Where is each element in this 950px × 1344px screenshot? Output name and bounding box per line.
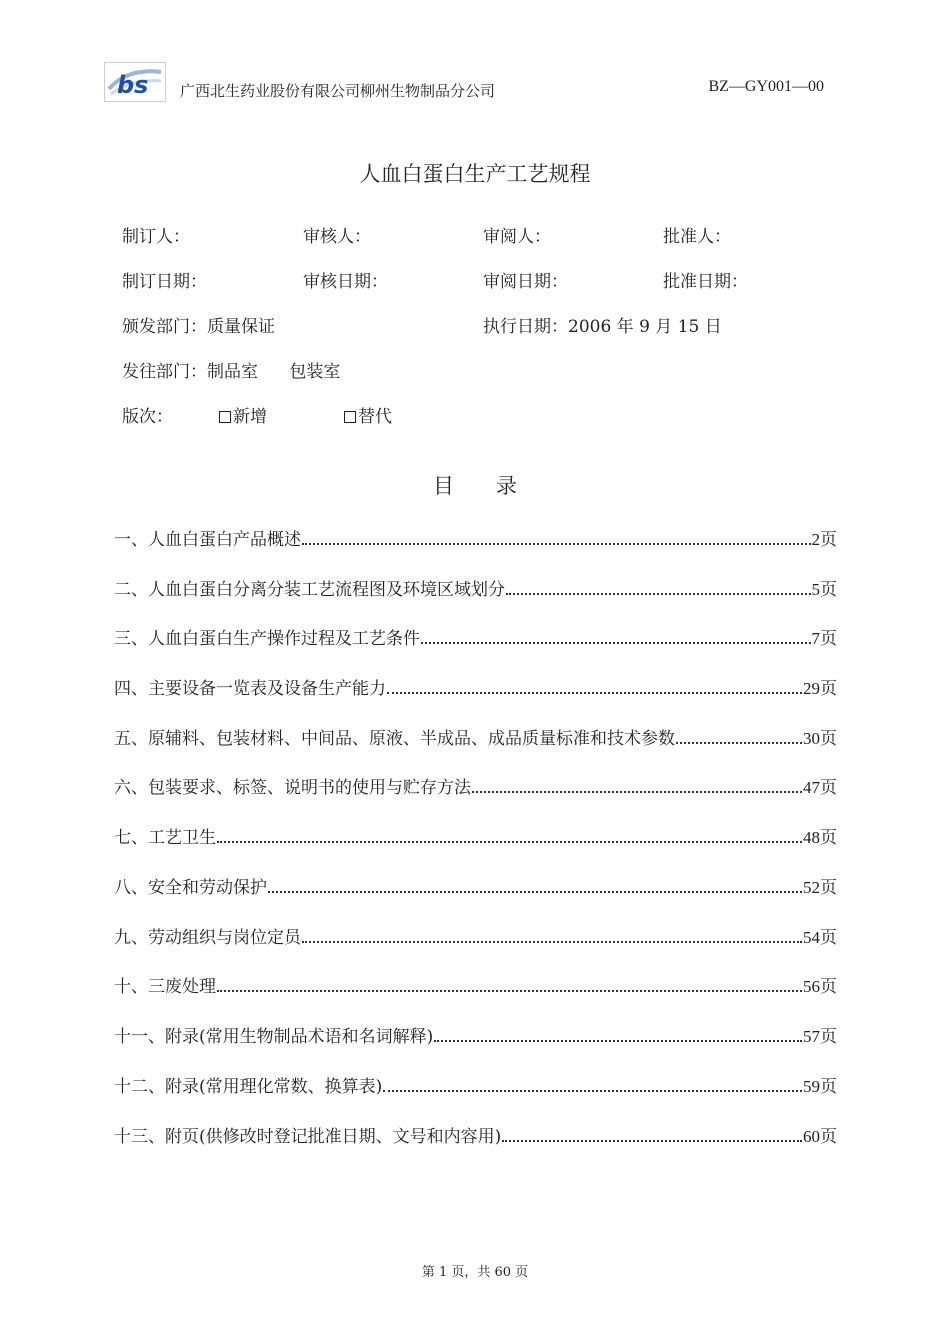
reviewer-label: 审核人： bbox=[303, 227, 371, 247]
toc-item-page: 52页 bbox=[803, 878, 837, 897]
page-footer: 第 1 页，共 60 页 bbox=[421, 1265, 529, 1280]
toc-item-page: 56页 bbox=[803, 977, 837, 996]
toc-item[interactable] bbox=[114, 623, 837, 649]
toc-item[interactable] bbox=[114, 772, 837, 798]
toc-item-label: 一、人血白蛋白产品概述 bbox=[114, 530, 301, 550]
toc-item-page: 59页 bbox=[803, 1077, 837, 1096]
destination-row bbox=[122, 357, 340, 382]
document-code: BZ—GY001—00 bbox=[708, 78, 824, 95]
toc-leader-dots bbox=[302, 543, 811, 545]
toc-item-label: 二、人血白蛋白分离分装工艺流程图及环境区域划分 bbox=[114, 580, 505, 600]
approver-label: 批准人： bbox=[663, 227, 731, 247]
toc-item-page: 48页 bbox=[803, 828, 837, 847]
logo-mark bbox=[105, 63, 165, 101]
toc-item-label: 三、人血白蛋白生产操作过程及工艺条件 bbox=[114, 629, 420, 649]
toc-item-page: 7页 bbox=[811, 629, 837, 648]
toc-item-page: 2页 bbox=[811, 530, 837, 549]
edition-new-option[interactable] bbox=[219, 402, 267, 427]
toc-item-page: 29页 bbox=[803, 679, 837, 698]
edition-replace-option[interactable] bbox=[344, 402, 392, 427]
toc-item-page: 47页 bbox=[803, 778, 837, 797]
destination-value-2: 包装室 bbox=[289, 362, 341, 382]
toc-item-label: 十三、附页(供修改时登记批准日期、文号和内容用) bbox=[114, 1127, 502, 1147]
toc-item[interactable] bbox=[114, 971, 837, 997]
company-logo bbox=[104, 62, 166, 102]
toc-item-label: 五、原辅料、包装材料、中间品、原液、半成品、成品质量标准和技术参数 bbox=[114, 729, 675, 749]
toc-leader-dots bbox=[268, 891, 802, 893]
toc-item-page: 57页 bbox=[803, 1027, 837, 1046]
toc-item-page: 30页 bbox=[803, 729, 837, 748]
destination-label: 发往部门： bbox=[122, 362, 207, 382]
toc-leader-dots bbox=[387, 692, 802, 694]
toc-item[interactable] bbox=[114, 1021, 837, 1047]
edition-new-label: 新增 bbox=[233, 407, 267, 427]
exec-date-row bbox=[483, 312, 722, 337]
toc-item[interactable] bbox=[114, 1121, 837, 1147]
toc-leader-dots bbox=[302, 941, 802, 943]
toc-item[interactable] bbox=[114, 574, 837, 600]
toc-leader-dots bbox=[421, 642, 811, 644]
toc-item-page: 54页 bbox=[803, 928, 837, 947]
issuer-label: 颁发部门： bbox=[122, 317, 207, 337]
toc-leader-dots bbox=[506, 593, 811, 595]
toc-item[interactable] bbox=[114, 524, 837, 550]
review-date-label: 审核日期： bbox=[303, 272, 388, 292]
toc-leader-dots bbox=[472, 791, 802, 793]
toc-item[interactable] bbox=[114, 1071, 837, 1097]
exec-date-value: 2006 年 9 月 15 日 bbox=[568, 317, 722, 337]
toc-item-label: 八、安全和劳动保护 bbox=[114, 878, 267, 898]
toc-item[interactable] bbox=[114, 922, 837, 948]
toc-item-label: 六、包装要求、标签、说明书的使用与贮存方法 bbox=[114, 778, 471, 798]
toc-item[interactable] bbox=[114, 673, 837, 699]
draft-date-label: 制订日期： bbox=[122, 272, 207, 292]
toc-leader-dots bbox=[383, 1090, 802, 1092]
toc-item-label: 十一、附录(常用生物制品术语和名词解释) bbox=[114, 1027, 434, 1047]
exec-date-label: 执行日期： bbox=[483, 317, 568, 337]
drafter-label: 制订人： bbox=[122, 227, 190, 247]
toc-leader-dots bbox=[434, 1040, 802, 1042]
approve-date-label: 批准日期： bbox=[663, 272, 748, 292]
toc-item-label: 十、三废处理 bbox=[114, 977, 216, 997]
company-name: 广西北生药业股份有限公司柳州生物制品分公司 bbox=[180, 82, 496, 100]
toc-item-page: 60页 bbox=[803, 1127, 837, 1146]
toc-leader-dots bbox=[217, 841, 802, 843]
toc-item[interactable] bbox=[114, 872, 837, 898]
checker-label: 审阅人： bbox=[483, 227, 551, 247]
check-date-label: 审阅日期： bbox=[483, 272, 568, 292]
toc-item-label: 九、劳动组织与岗位定员 bbox=[114, 928, 301, 948]
document-title: 人血白蛋白生产工艺规程 bbox=[359, 162, 591, 186]
toc-item-label: 七、工艺卫生 bbox=[114, 828, 216, 848]
checkbox-replace[interactable] bbox=[344, 411, 356, 423]
toc-item[interactable] bbox=[114, 723, 837, 749]
toc-leader-dots bbox=[502, 1140, 802, 1142]
toc-item-page: 5页 bbox=[811, 580, 837, 599]
toc-item-label: 四、主要设备一览表及设备生产能力 bbox=[114, 679, 386, 699]
logo-text: bs bbox=[117, 71, 149, 99]
edition-replace-label: 替代 bbox=[358, 407, 392, 427]
toc-leader-dots bbox=[676, 742, 802, 744]
toc-leader-dots bbox=[217, 990, 802, 992]
issuer-value: 质量保证 bbox=[207, 317, 275, 337]
toc-title: 目 录 bbox=[433, 474, 517, 498]
toc-item-label: 十二、附录(常用理化常数、换算表) bbox=[114, 1077, 383, 1097]
destination-value-1: 制品室 bbox=[207, 362, 258, 382]
toc-item[interactable] bbox=[114, 822, 837, 848]
checkbox-new[interactable] bbox=[219, 411, 231, 423]
edition-label: 版次： bbox=[122, 407, 173, 427]
issuer-row bbox=[122, 312, 275, 337]
